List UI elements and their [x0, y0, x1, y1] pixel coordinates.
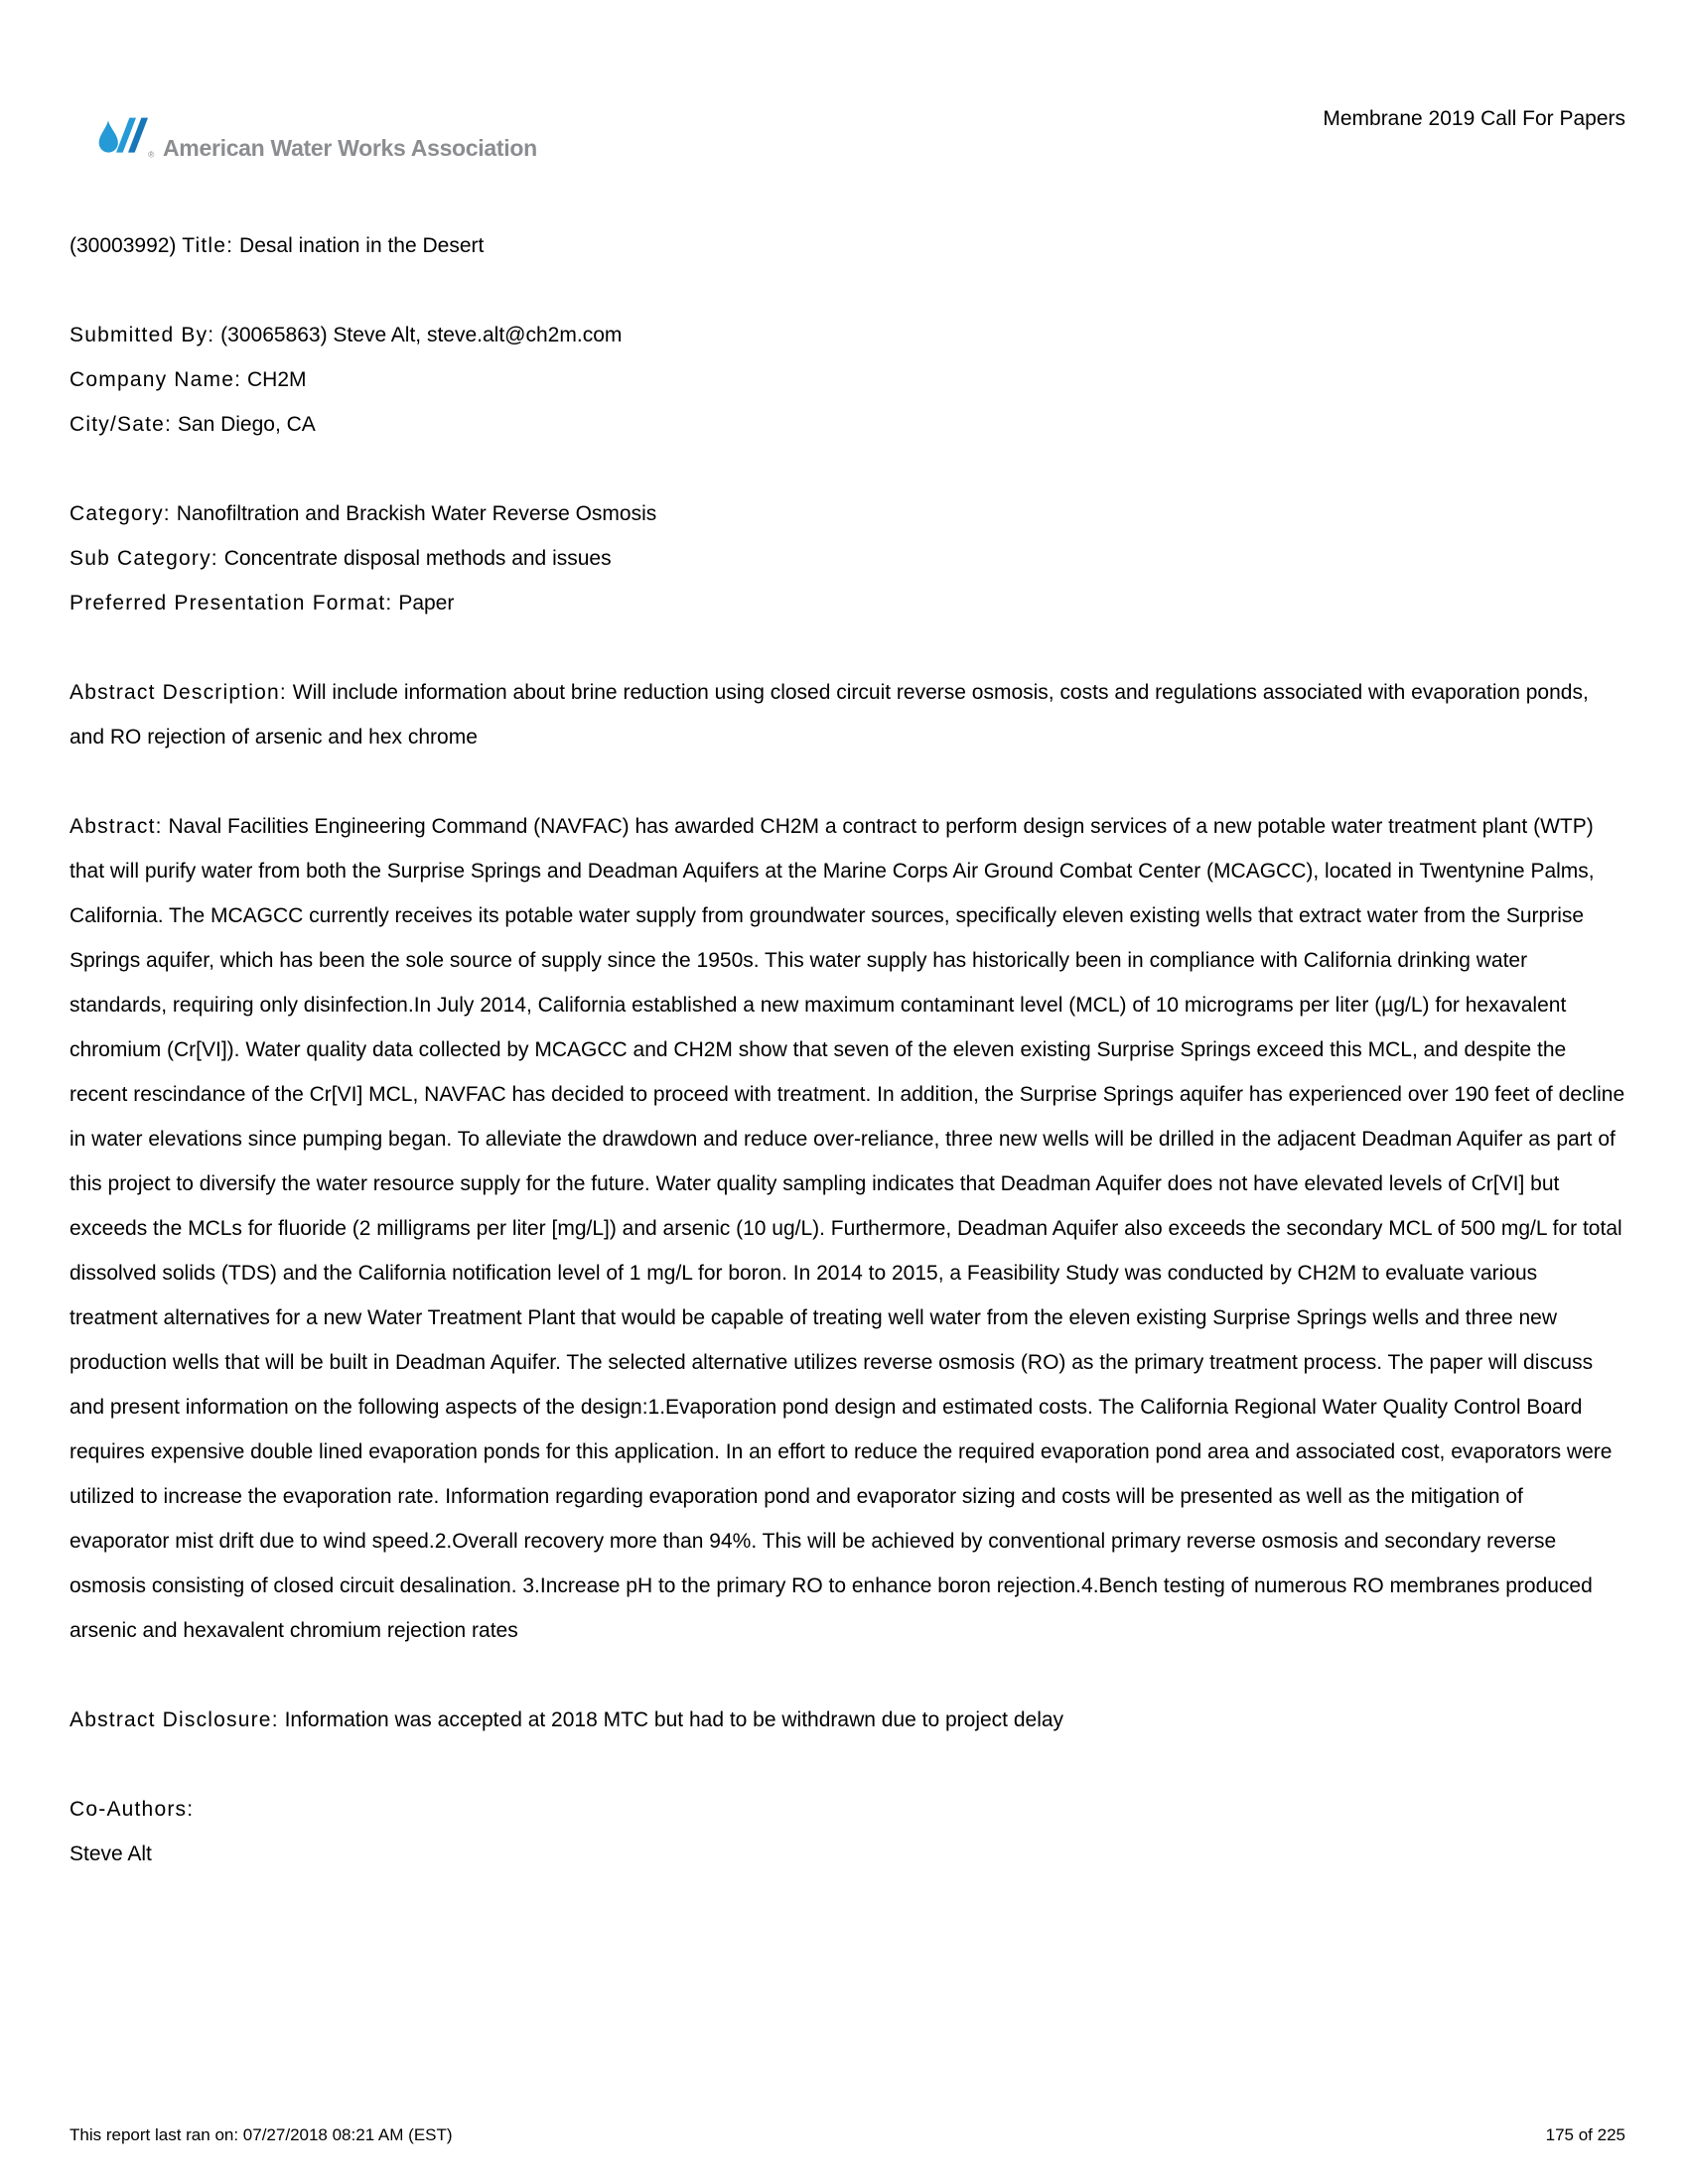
co-author-name: Steve Alt: [70, 1843, 152, 1865]
city-state-row: [70, 402, 1625, 447]
abstract-description-paragraph: [70, 670, 1625, 759]
abstract-label: Abstract:: [70, 815, 163, 838]
abstract-report-body: [70, 223, 1625, 1876]
category-label: Category:: [70, 502, 171, 525]
submission-title-line: [70, 223, 1625, 268]
abstract-description-value: Will include information about brine reduction using closed circuit reverse osmosis, costs and regulations associated with evaporation ponds, and RO rejection of arsenic and hex chrome: [70, 681, 1589, 749]
city-state-label: City/Sate:: [70, 413, 173, 436]
co-authors-label: Co-Authors:: [70, 1798, 195, 1821]
abstract-disclosure-label: Abstract Disclosure:: [70, 1708, 279, 1731]
title-label: Title:: [182, 234, 234, 257]
awwa-logo: [94, 115, 537, 163]
abstract-description-block: [70, 670, 1625, 759]
water-drop-icon: [99, 120, 118, 152]
presentation-format-label: Preferred Presentation Format:: [70, 592, 393, 614]
category-info-block: [70, 491, 1625, 625]
abstract-description-label: Abstract Description:: [70, 681, 287, 704]
company-name-label: Company Name:: [70, 368, 242, 391]
title-value: Desal ination in the Desert: [239, 234, 485, 257]
submitted-by-label: Submitted By:: [70, 324, 215, 346]
awwa-logo-mark-icon: [94, 115, 158, 163]
sub-category-value: Concentrate disposal methods and issues: [223, 547, 612, 570]
sub-category-row: [70, 536, 1625, 581]
abstract-paragraph: [70, 804, 1625, 1653]
sub-category-label: Sub Category:: [70, 547, 218, 570]
submitted-by-value: (30065863) Steve Alt, steve.alt@ch2m.com: [220, 324, 623, 346]
registered-trademark: ®: [148, 149, 155, 160]
city-state-value: San Diego, CA: [177, 413, 316, 436]
abstract-disclosure-paragraph: [70, 1698, 1625, 1742]
company-name-value: CH2M: [247, 368, 307, 391]
page-footer: [70, 2124, 1625, 2146]
presentation-format-row: [70, 581, 1625, 625]
submitted-by-row: [70, 313, 1625, 357]
company-name-row: [70, 357, 1625, 402]
co-authors-heading: [70, 1787, 1625, 1832]
abstract-block: [70, 804, 1625, 1653]
report-title: Membrane 2019 Call For Papers: [1323, 107, 1625, 130]
co-authors-block: [70, 1787, 1625, 1876]
abstract-value: Naval Facilities Engineering Command (NAVFAC) has awarded CH2M a contract to perform design services of a new potable water treatment plant (WTP) that will purify water from both the Surprise Springs and Deadman Aquifers at the Marine Corps Air Ground Combat Center (MCAGCC), located in Twentynine Palms, California. The MCAGCC currently receives its potable water supply from groundwater sources, specifically eleven existing wells that extract water from the Surprise Springs aquifer, which has been the sole source of supply since the 1950s. This water supply has historically been in compliance with California drinking water standards, requiring only disinfection.In July 2014, California established a new maximum contaminant level (MCL) of 10 micrograms per liter (µg/L) for hexavalent chromium (Cr[VI]). Water quality data collected by MCAGCC and CH2M show that seven of the eleven existing Surprise Springs exceed this MCL, and despite the recent rescindance of the Cr[VI] MCL, NAVFAC has decided to proceed with treatment. In addition, the Surprise Springs aquifer has experienced over 190 feet of decline in water elevations since pumping began. To alleviate the drawdown and reduce over-reliance, three new wells will be drilled in the adjacent Deadman Aquifer as part of this project to diversify the water resource supply for the future. Water quality sampling indicates that Deadman Aquifer does not have elevated levels of Cr[VI] but exceeds the MCLs for fluoride (2 milligrams per liter [mg/L]) and arsenic (10 ug/L). Furthermore, Deadman Aquifer also exceeds the secondary MCL of 500 mg/L for total dissolved solids (TDS) and the California notification level of 1 mg/L for boron. In 2014 to 2015, a Feasibility Study was conducted by CH2M to evaluate various treatment alternatives for a new Water Treatment Plant that would be capable of treating well water from the eleven existing Surprise Springs wells and three new production wells that will be built in Deadman Aquifer. The selected alternative utilizes reverse osmosis (RO) as the primary treatment process. The paper will discuss and present information on the following aspects of the design:1.Evaporation pond design and estimated costs. The California Regional Water Quality Control Board requires expensive double lined evaporation ponds for this application. In an effort to reduce the required evaporation pond area and associated cost, evaporators were utilized to increase the evaporation rate. Information regarding evaporation pond and evaporator sizing and costs will be presented as well as the mitigation of evaporator mist drift due to wind speed.2.Overall recovery more than 94%. This will be achieved by conventional primary reverse osmosis and secondary reverse osmosis consisting of closed circuit desalination. 3.Increase pH to the primary RO to enhance boron rejection.4.Bench testing of numerous RO membranes produced arsenic and hexavalent chromium rejection rates: [70, 815, 1625, 1642]
category-row: [70, 491, 1625, 536]
category-value: Nanofiltration and Brackish Water Reverse Osmosis: [176, 502, 657, 525]
abstract-disclosure-value: Information was accepted at 2018 MTC but had to be withdrawn due to project delay: [284, 1708, 1064, 1731]
submission-id: (30003992): [70, 234, 177, 257]
page-number: 175 of 225: [1545, 2125, 1625, 2144]
abstract-disclosure-block: [70, 1698, 1625, 1742]
report-run-timestamp: This report last ran on: 07/27/2018 08:21 AM (EST): [70, 2125, 453, 2144]
awwa-logo-wordmark: American Water Works Association: [163, 135, 537, 161]
presentation-format-value: Paper: [398, 592, 455, 614]
submitter-info-block: [70, 313, 1625, 447]
